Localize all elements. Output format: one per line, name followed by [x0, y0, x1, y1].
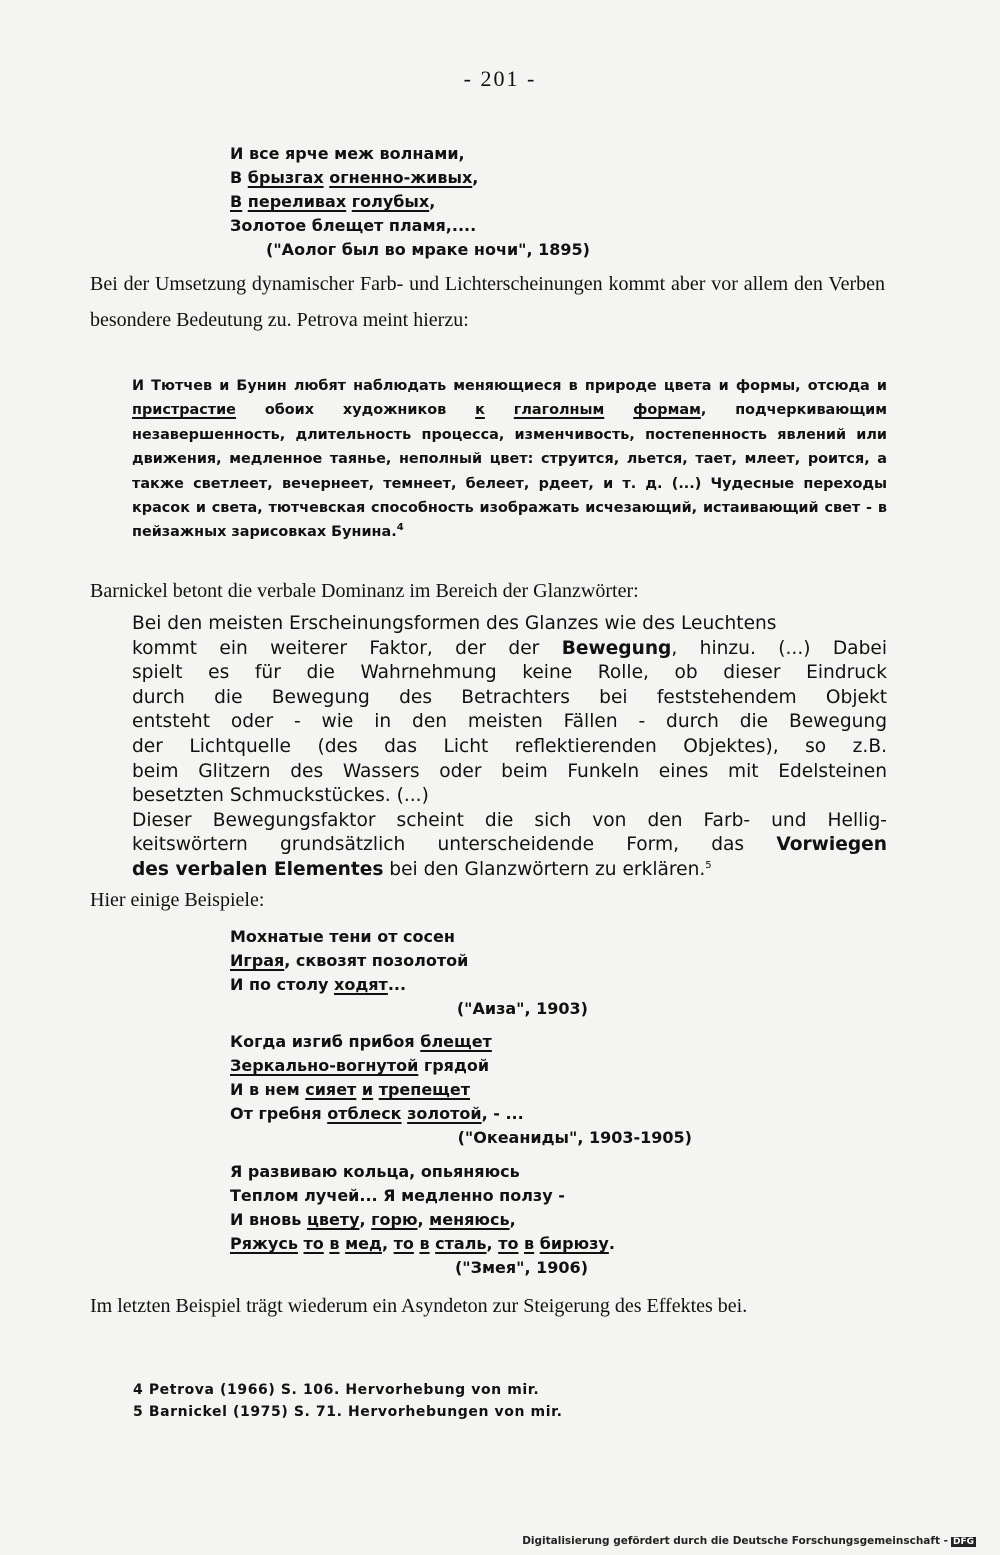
text-run: От гребня	[230, 1104, 328, 1123]
text-run: .	[608, 1234, 615, 1253]
bold-phrase: Bewegung	[561, 637, 672, 659]
text-run: И вновь	[230, 1210, 307, 1229]
underlined-word: формам	[633, 402, 701, 419]
underlined-word: блещет	[420, 1032, 492, 1051]
text-run: Я развиваю кольца, опьяняюсь	[230, 1162, 520, 1181]
quote-line	[132, 784, 887, 809]
poem-line	[230, 1160, 588, 1184]
text-run: der Lichtquelle (des das Licht reflektierenden Objektes), so z.B.	[132, 735, 887, 757]
poem-line	[230, 925, 588, 949]
quote-line	[132, 833, 887, 858]
poem-source: ("Аиза", 1903)	[456, 999, 588, 1018]
text-run: И в нем	[230, 1080, 306, 1099]
text-run	[604, 402, 633, 418]
poem-line	[230, 1078, 692, 1102]
text-run: ,	[486, 1234, 499, 1253]
underlined-word: трепещет	[378, 1080, 470, 1099]
footnote-5: 5 Barnickel (1975) S. 71. Hervorhebungen von mir.	[133, 1404, 563, 1420]
text-run: Bei den meisten Erscheinungsformen des Glanzes wie des Leuchtens	[132, 613, 777, 634]
text-run: ,	[381, 1234, 394, 1253]
underlined-word: сияет	[305, 1080, 357, 1099]
text-run	[485, 402, 514, 418]
poem-line	[230, 214, 590, 238]
underlined-word: горю	[371, 1210, 418, 1229]
text-run: ,	[509, 1210, 516, 1229]
bold-phrase: des verbalen Elementes	[132, 858, 384, 880]
text-run: И все ярче меж волнами,	[230, 144, 465, 163]
quote-line	[132, 686, 887, 711]
underlined-word: то	[498, 1234, 519, 1253]
text-run: И Тютчев и Бунин любят наблюдать меняющиеся в природе цвета и формы, отсюда и	[132, 378, 887, 394]
page-number: - 201 -	[463, 66, 537, 91]
underlined-word: бирюзу	[539, 1234, 609, 1253]
underlined-word: в	[329, 1234, 340, 1253]
text-run: spielt es für die Wahrnehmung keine Rolle, ob dieser Eindruck	[132, 662, 887, 684]
poem-line	[230, 142, 590, 166]
underlined-word: Ряжусь	[230, 1234, 298, 1253]
text-run: В	[230, 168, 248, 187]
poem-line	[230, 190, 590, 214]
funding-note	[522, 1535, 976, 1547]
paragraph-2: Barnickel betont die verbale Dominanz im Bereich der Glanzwörter:	[90, 580, 639, 602]
underlined-word: золотой	[407, 1104, 482, 1123]
text-run: , подчеркивающим незавершенность, длительность процесса, изменчивость, постепенность явлений или движения, медленное таянье, неполный цвет: струится, льется, тает, млеет, роится, а также светлеет, вечернеет, темнеет, белеет, рдеет, и т. д. (...) Чудесные переходы красок и света, тютчевская способность изображать исчезающий, истаивающий свет - в пейзажных зарисовках Бунина.	[132, 402, 888, 541]
text-run: Теплом лучей... Я медленно ползу -	[230, 1186, 565, 1205]
underlined-word: в	[419, 1234, 430, 1253]
footnote-ref: 4	[396, 522, 404, 534]
quote-barnickel	[132, 612, 887, 883]
text-run: грядой	[418, 1056, 490, 1075]
underlined-word: меняюсь	[429, 1210, 510, 1229]
underlined-word: то	[393, 1234, 414, 1253]
text-run: , сквозят позолотой	[284, 951, 469, 970]
quote-line	[132, 735, 887, 760]
underlined-word: переливах	[247, 192, 347, 211]
underlined-word: пристрастие	[132, 402, 236, 419]
underlined-word: и	[361, 1080, 374, 1099]
underlined-word: мед	[345, 1234, 382, 1253]
underlined-word: сталь	[435, 1234, 487, 1253]
text-run: Мохнатые тени от сосен	[230, 927, 455, 946]
poem-line	[230, 166, 590, 190]
poem-line	[230, 973, 588, 997]
quote-petrova	[132, 374, 887, 545]
poem-source: ("Океаниды", 1903-1905)	[457, 1128, 692, 1147]
poem-1	[230, 142, 590, 262]
paragraph-3: Hier einige Beispiele:	[90, 889, 265, 911]
poem-line	[230, 1102, 692, 1126]
quote-line	[132, 710, 887, 735]
text-run: Когда изгиб прибоя	[230, 1032, 421, 1051]
underlined-word: ходят	[334, 975, 388, 994]
underlined-word: В	[230, 192, 243, 211]
text-run: durch die Bewegung des Betrachters bei feststehendem Objekt	[132, 686, 887, 708]
poem-source: ("Змея", 1906)	[454, 1258, 588, 1277]
text-run: ...	[387, 975, 407, 994]
text-run: bei den Glanzwörtern zu erklären.	[383, 858, 706, 880]
quote-line	[132, 661, 887, 686]
text-run: обоих художников	[235, 402, 476, 419]
poem-line	[230, 1232, 615, 1256]
text-run: kommt ein weiterer Faktor, der der	[132, 637, 562, 659]
underlined-word: отблеск	[327, 1104, 402, 1123]
paragraph-4: Im letzten Beispiel trägt wiederum ein Asyndeton zur Steigerung des Effektes bei.	[90, 1295, 748, 1317]
underlined-word: к	[475, 402, 485, 419]
paragraph-1: Bei der Umsetzung dynamischer Farb- und Lichterscheinungen kommt aber vor allem den Verben besondere Bedeutung zu. Petrova meint hierzu:	[90, 273, 885, 331]
bold-phrase: Vorwiegen	[776, 834, 887, 856]
underlined-word: Зеркально-вогнутой	[230, 1056, 419, 1075]
poem-2	[230, 925, 588, 1021]
poem-line	[230, 1208, 588, 1232]
underlined-word: брызгах	[247, 168, 324, 187]
underlined-word: голубых	[351, 192, 430, 211]
text-run: ,	[417, 1210, 430, 1229]
underlined-word: цвету	[306, 1210, 360, 1229]
text-run: ,	[472, 168, 479, 187]
underlined-word: огненно-живых	[329, 168, 473, 187]
funding-note-text: Digitalisierung gefördert durch die Deutsche Forschungsgemeinschaft -	[522, 1535, 948, 1547]
underlined-word: в	[524, 1234, 535, 1253]
poem-4	[230, 1160, 615, 1280]
text-run: keitswörtern grundsätzlich unterscheidende Form, das	[132, 834, 777, 856]
text-run: ,	[429, 192, 436, 211]
text-run: И по столу	[230, 975, 335, 994]
poem-line	[230, 1030, 692, 1054]
footnote-ref: 5	[705, 859, 712, 871]
footnote-4: 4 Petrova (1966) S. 106. Hervorhebung von mir.	[133, 1382, 540, 1398]
quote-line	[132, 637, 887, 662]
poem-source: ("Аолог был во мраке ночи", 1895)	[266, 240, 590, 259]
text-run: , - ...	[481, 1104, 524, 1123]
underlined-word: Играя	[230, 951, 285, 970]
underlined-word: то	[303, 1234, 324, 1253]
poem-line	[230, 1184, 588, 1208]
quote-line	[132, 612, 887, 637]
text-run: Золотое блещет пламя,....	[230, 216, 477, 235]
underlined-word: глаголным	[513, 402, 605, 419]
poem-3	[230, 1030, 692, 1150]
poem-line	[230, 949, 588, 973]
dfg-logo: DFG	[952, 1537, 974, 1547]
poem-line	[230, 1054, 692, 1078]
quote-line	[132, 858, 887, 883]
quote-line	[132, 760, 887, 785]
text-run: Dieser Bewegungsfaktor scheint die sich von den Farb- und Hellig-	[132, 809, 887, 831]
text-run: ,	[359, 1210, 372, 1229]
text-run: entsteht oder - wie in den meisten Fällen - durch die Bewegung	[132, 711, 887, 733]
text-run: besetzten Schmuckstückes. (...)	[132, 785, 429, 807]
text-run: , hinzu. (...) Dabei	[671, 637, 887, 659]
text-run: beim Glitzern des Wassers oder beim Funkeln eines mit Edelsteinen	[132, 760, 887, 782]
quote-line	[132, 809, 887, 834]
